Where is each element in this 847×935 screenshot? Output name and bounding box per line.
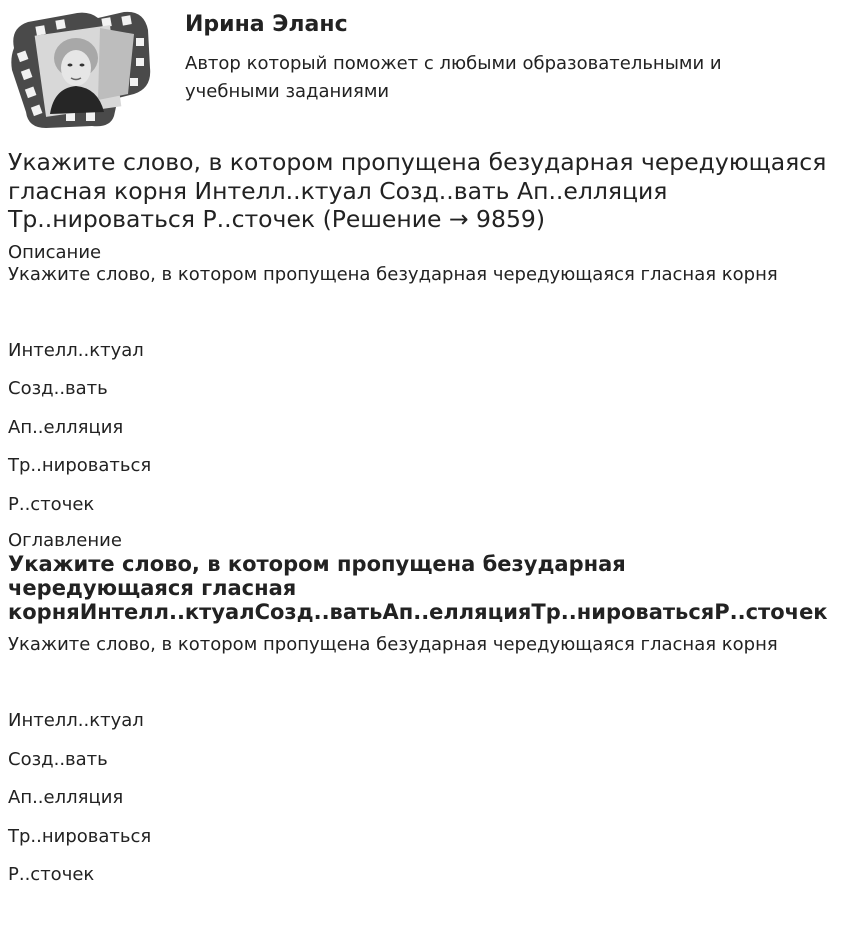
list-item: Созд..вать (8, 748, 108, 770)
toc-text: Укажите слово, в котором пропущена безударная чередующаяся гласная корня (8, 634, 778, 655)
list-item: Р..сточек (8, 493, 95, 515)
toc-heading-line: корняИнтелл..ктуалСозд..ватьАп..елляцияТр..нироватьсяР..сточек (8, 600, 828, 624)
main-content (8, 148, 847, 903)
author-description: Автор который поможет с любыми образовательными и учебными заданиями (185, 53, 722, 102)
list-item: Интелл..ктуал (8, 710, 144, 731)
author-name[interactable]: Ирина Эланс (185, 12, 348, 37)
list-item: Ап..елляция (8, 787, 124, 808)
page-title: Укажите слово, в котором пропущена безударная чередующаяся гласная корня Интелл..ктуал Созд..вать Ап..елляция Тр..нироваться Р..сточек (Решение → 9859) (8, 148, 827, 233)
list-item: Ап..елляция (8, 416, 124, 438)
author-avatar[interactable] (6, 8, 152, 128)
description-text: Укажите слово, в котором пропущена безударная чередующаяся гласная корня (8, 263, 778, 285)
list-item: Тр..нироваться (8, 825, 152, 847)
list-item: Интелл..ктуал (8, 339, 144, 361)
toc-label: Оглавление (8, 530, 122, 551)
toc-heading-line: чередующаяся гласная (8, 576, 297, 600)
toc-heading (8, 552, 828, 624)
toc-options-list (8, 710, 847, 886)
description-label: Описание (8, 241, 102, 263)
list-item: Р..сточек (8, 864, 95, 885)
toc-heading-line: Укажите слово, в котором пропущена безударная (8, 552, 626, 576)
options-list (8, 340, 847, 516)
list-item: Созд..вать (8, 378, 108, 399)
author-card (0, 0, 847, 130)
list-item: Тр..нироваться (8, 455, 152, 476)
